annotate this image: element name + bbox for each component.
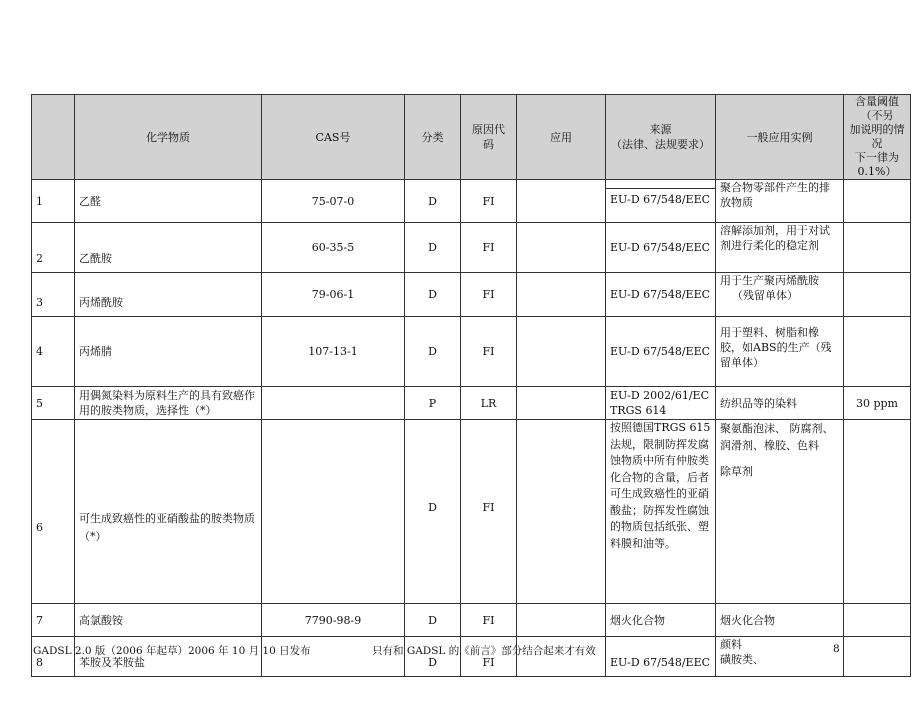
footer-publication-info: GADSL 2.0 版（2006 年起草）2006 年 10 月 10 日发布: [33, 645, 311, 657]
cell-threshold: [844, 317, 911, 387]
cell-source: EU-D 67/548/EEC: [606, 637, 716, 677]
cell-chemical: 可生成致癌性的亚硝酸盐的胺类物质（*）: [75, 420, 262, 604]
header-source: [606, 95, 716, 180]
cell-no: 8: [32, 637, 75, 677]
cell-application: [517, 180, 606, 223]
cell-source: EU-D 67/548/EEC: [606, 317, 716, 387]
footer-page-number: 8: [833, 643, 840, 655]
cell-cas: 79-06-1: [262, 273, 405, 317]
cell-no: 4: [32, 317, 75, 387]
cell-category: D: [405, 604, 461, 637]
cell-threshold: [844, 273, 911, 317]
cell-reason: FI: [461, 604, 517, 637]
cell-chemical: 苯胺及苯胺盐: [75, 637, 262, 677]
cell-examples: 烟火化合物: [716, 604, 844, 637]
cell-source: EU-D 67/548/EEC: [606, 273, 716, 317]
cell-threshold: [844, 604, 911, 637]
footer-validity-note: 只有和 GADSL 的《前言》部分结合起来才有效: [372, 645, 596, 657]
cell-no: 5: [32, 387, 75, 420]
cell-no: 6: [32, 420, 75, 604]
cell-no: 1: [32, 180, 75, 223]
cell-chemical: 用偶氮染料为原料生产的具有致癌作用的胺类物质，选择性（*）: [75, 387, 262, 420]
cell-chemical: 乙酰胺: [75, 223, 262, 273]
header-source-line1: 来源: [649, 123, 672, 136]
cell-category: D: [405, 637, 461, 677]
cell-source-line1: EU-D 2002/61/EC: [610, 389, 709, 402]
cell-examples: 聚合物零部件产生的排放物质: [716, 180, 844, 223]
cell-source: [606, 180, 716, 223]
table-row: [32, 420, 911, 604]
cell-reason: FI: [461, 180, 517, 223]
cell-chemical: 乙醛: [75, 180, 262, 223]
cell-category: D: [405, 273, 461, 317]
header-chemical: 化学物质: [75, 95, 262, 180]
cell-source-text: EU-D 67/548/EEC: [610, 193, 711, 206]
cell-category: D: [405, 223, 461, 273]
gadsl-substance-table: [31, 94, 911, 677]
cell-reason: LR: [461, 387, 517, 420]
cell-examples-line2: （残留单体）: [732, 289, 798, 302]
header-no: [32, 95, 75, 180]
cell-chemical: 丙烯腈: [75, 317, 262, 387]
table-row: [32, 317, 911, 387]
cell-source: 烟火化合物: [606, 604, 716, 637]
table-row: [32, 273, 911, 317]
cell-examples: 溶解添加剂，用于对试剂进行柔化的稳定剂: [716, 223, 844, 273]
cell-examples-line1: 颜料: [720, 638, 742, 651]
table-header-row: [32, 95, 911, 180]
header-reason-code: [461, 95, 517, 180]
header-threshold-line3: 下一律为0.1%）: [855, 151, 899, 178]
header-category: 分类: [405, 95, 461, 180]
header-application: 应用: [517, 95, 606, 180]
table-row: [32, 387, 911, 420]
cell-examples: 用于塑料、树脂和橡胶，如ABS的生产（残留单体）: [716, 317, 844, 387]
cell-application: [517, 317, 606, 387]
cell-cas: 75-07-0: [262, 180, 405, 223]
cell-cas: 107-13-1: [262, 317, 405, 387]
cell-source: 按照德国TRGS 615法规，限制防挥发腐蚀物质中所有仲胺类化合物的含量，后者可生成致癌性的亚硝酸盐；防挥发性腐蚀的物质包括纸张、塑料膜和油等。: [606, 420, 716, 604]
cell-category: P: [405, 387, 461, 420]
table-row: [32, 604, 911, 637]
cell-examples-line1: 聚氨酯泡沫、 防腐剂、润滑剂、橡胶、色料: [720, 422, 834, 452]
cell-cas: [262, 387, 405, 420]
header-source-line2: （法律、法规要求）: [611, 138, 710, 151]
cell-application: [517, 387, 606, 420]
cell-cas: 60-35-5: [262, 223, 405, 273]
cell-source: EU-D 67/548/EEC: [606, 223, 716, 273]
cell-examples: [716, 420, 844, 604]
header-reason-line1: 原因代: [472, 123, 505, 136]
header-cas: CAS号: [262, 95, 405, 180]
cell-examples: [716, 273, 844, 317]
cell-application: [517, 223, 606, 273]
cell-reason: FI: [461, 223, 517, 273]
cell-examples: 纺织品等的染料: [716, 387, 844, 420]
cell-category: D: [405, 180, 461, 223]
cell-examples-line2: 磺胺类、: [720, 653, 764, 666]
cell-source: [606, 387, 716, 420]
cell-examples-line1: 用于生产聚丙烯酰胺: [720, 274, 819, 287]
cell-threshold: 30 ppm: [844, 387, 911, 420]
table-row: [32, 180, 911, 223]
cell-no: 2: [32, 223, 75, 273]
cell-threshold: [844, 420, 911, 604]
cell-category: D: [405, 317, 461, 387]
cell-threshold: [844, 223, 911, 273]
cell-chemical: 丙烯酰胺: [75, 273, 262, 317]
header-reason-line2: 码: [483, 138, 494, 151]
cell-reason: FI: [461, 317, 517, 387]
cell-examples-line2: 除草剂: [720, 465, 753, 478]
cell-cas: [262, 420, 405, 604]
cell-threshold: [844, 180, 911, 223]
cell-no: 3: [32, 273, 75, 317]
cell-chemical: 高氯酸铵: [75, 604, 262, 637]
page-footer: [0, 643, 920, 663]
cell-source-line2: TRGS 614: [610, 404, 667, 417]
header-threshold-line1: 含量阈值（不另: [855, 95, 899, 122]
cell-no: 7: [32, 604, 75, 637]
cell-reason: FI: [461, 420, 517, 604]
header-examples: 一般应用实例: [716, 95, 844, 180]
header-threshold: [844, 95, 911, 180]
cell-application: [517, 420, 606, 604]
cell-category: D: [405, 420, 461, 604]
header-threshold-line2: 加说明的情况: [849, 123, 905, 150]
cell-application: [517, 273, 606, 317]
cell-reason: FI: [461, 637, 517, 677]
cell-cas: 7790-98-9: [262, 604, 405, 637]
table-row: [32, 223, 911, 273]
cell-application: [517, 604, 606, 637]
cell-reason: FI: [461, 273, 517, 317]
